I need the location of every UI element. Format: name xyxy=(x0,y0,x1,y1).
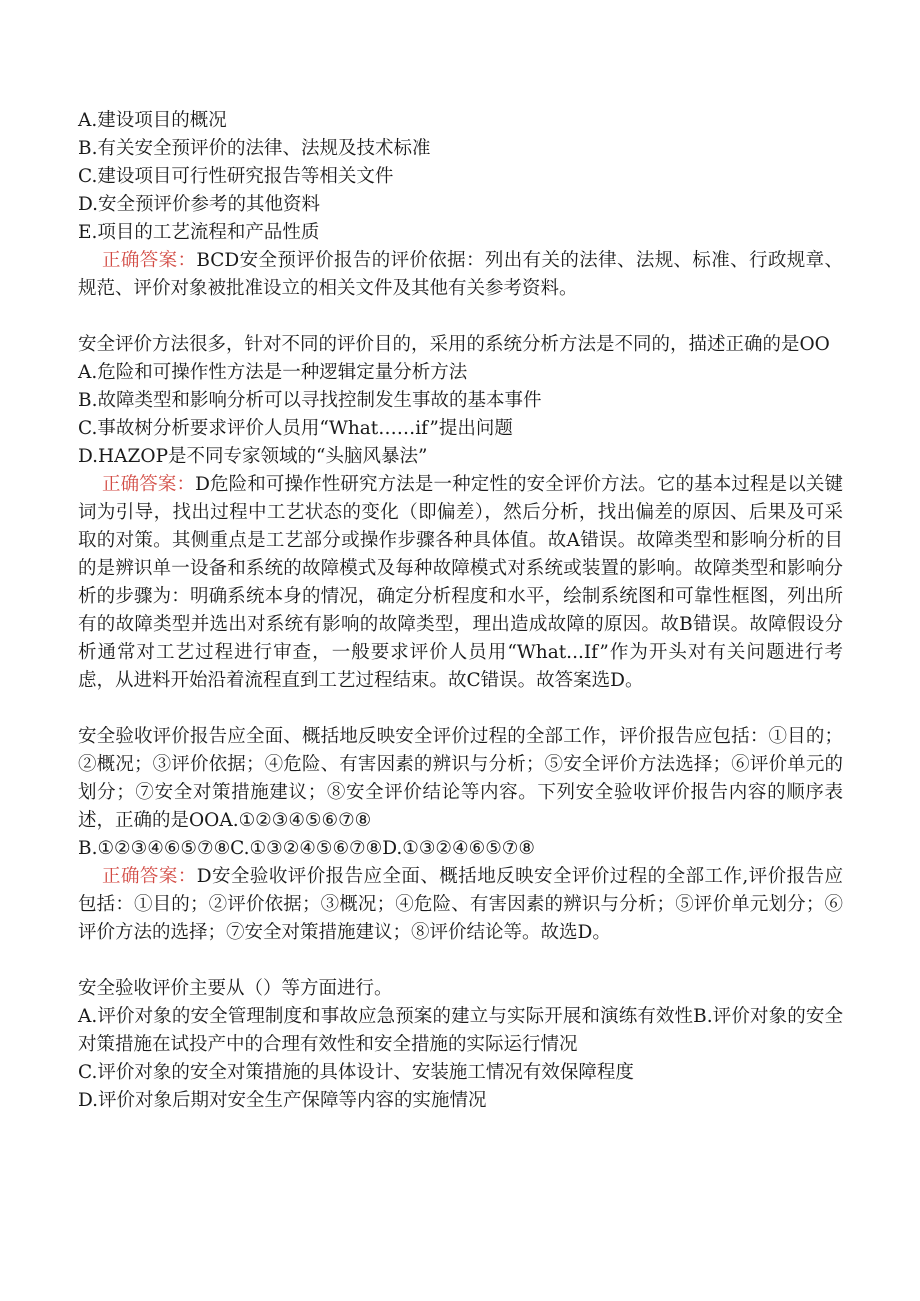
q1-option-d: D.安全预评价参考的其他资料 xyxy=(78,194,321,215)
spacer xyxy=(78,303,843,331)
q3-answer-label: 正确答案： xyxy=(102,866,197,887)
q1-option-b: B.有关安全预评价的法律、法规及技术标准 xyxy=(78,138,431,159)
document-content xyxy=(78,107,843,1115)
spacer xyxy=(78,695,843,723)
q3-answer xyxy=(78,863,843,947)
q2-stem: 安全评价方法很多，针对不同的评价目的，采用的系统分析方法是不同的，描述正确的是OO xyxy=(78,334,830,355)
q4-stem: 安全验收评价主要从（）等方面进行。 xyxy=(78,978,393,999)
spacer xyxy=(78,947,843,975)
q4-option-c: C.评价对象的安全对策措施的具体设计、安装施工情况有效保障程度 xyxy=(78,1062,634,1083)
q3-options: B.①②③④⑥⑤⑦⑧C.①③②④⑤⑥⑦⑧D.①③②④⑥⑤⑦⑧ xyxy=(78,838,535,859)
q3-answer-text: D安全验收评价报告应全面、概括地反映安全评价过程的全部工作,评价报告应包括：①目的；②评价依据；③概况；④危险、有害因素的辨识与分析；⑤评价单元划分；⑥评价方法的选择；⑦安全对策措施建议；⑧评价结论等。故选D。 xyxy=(78,866,843,943)
q2-answer-text: D危险和可操作性研究方法是一种定性的安全评价方法。它的基本过程是以关键词为引导，找出过程中工艺状态的变化（即偏差），然后分析，找出偏差的原因、后果及可采取的对策。其侧重点是工艺部分或操作步骤各种具体值。故A错误。故障类型和影响分析的目的是辨识单一设备和系统的故障模式及每种故障模式对系统或装置的影响。故障类型和影响分析的步骤为：明确系统本身的情况，确定分析程度和水平，绘制系统图和可靠性框图，列出所有的故障类型并选出对系统有影响的故障类型，理出造成故障的原因。故B错误。故障假设分析通常对工艺过程进行审查，一般要求评价人员用“What...If”作为开头对有关问题进行考虑，从进料开始沿着流程直到工艺过程结束。故C错误。故答案选D。 xyxy=(78,474,843,691)
q2-option-b: B.故障类型和影响分析可以寻找控制发生事故的基本事件 xyxy=(78,390,542,411)
q1-option-e: E.项目的工艺流程和产品性质 xyxy=(78,222,320,243)
q2-option-d: D.HAZOP是不同专家领域的“头脑风暴法” xyxy=(78,446,428,467)
q1-option-c: C.建设项目可行性研究报告等相关文件 xyxy=(78,166,394,187)
q2-answer-label: 正确答案： xyxy=(102,474,196,495)
q1-option-a: A.建设项目的概况 xyxy=(78,110,227,131)
q2-option-c: C.事故树分析要求评价人员用“What……if”提出问题 xyxy=(78,418,513,439)
q4-option-d: D.评价对象后期对安全生产保障等内容的实施情况 xyxy=(78,1090,487,1111)
q1-answer-text: BCD安全预评价报告的评价依据：列出有关的法律、法规、标准、行政规章、规范、评价对象被批准设立的相关文件及其他有关参考资料。 xyxy=(78,250,843,299)
q4-option-ab: A.评价对象的安全管理制度和事故应急预案的建立与实际开展和演练有效性B.评价对象的安全对策措施在试投产中的合理有效性和安全措施的实际运行情况 xyxy=(78,1006,843,1055)
q2-option-a: A.危险和可操作性方法是一种逻辑定量分析方法 xyxy=(78,362,468,383)
q1-answer-label: 正确答案： xyxy=(102,250,197,271)
q2-answer xyxy=(78,471,843,695)
q3-stem: 安全验收评价报告应全面、概括地反映安全评价过程的全部工作，评价报告应包括：①目的；②概况；③评价依据；④危险、有害因素的辨识与分析；⑤安全评价方法选择；⑥评价单元的划分；⑦安全对策措施建议；⑧安全评价结论等内容。下列安全验收评价报告内容的顺序表述，正确的是OOA.①②③④⑤⑥⑦⑧ xyxy=(78,726,843,831)
q1-answer xyxy=(78,247,843,303)
